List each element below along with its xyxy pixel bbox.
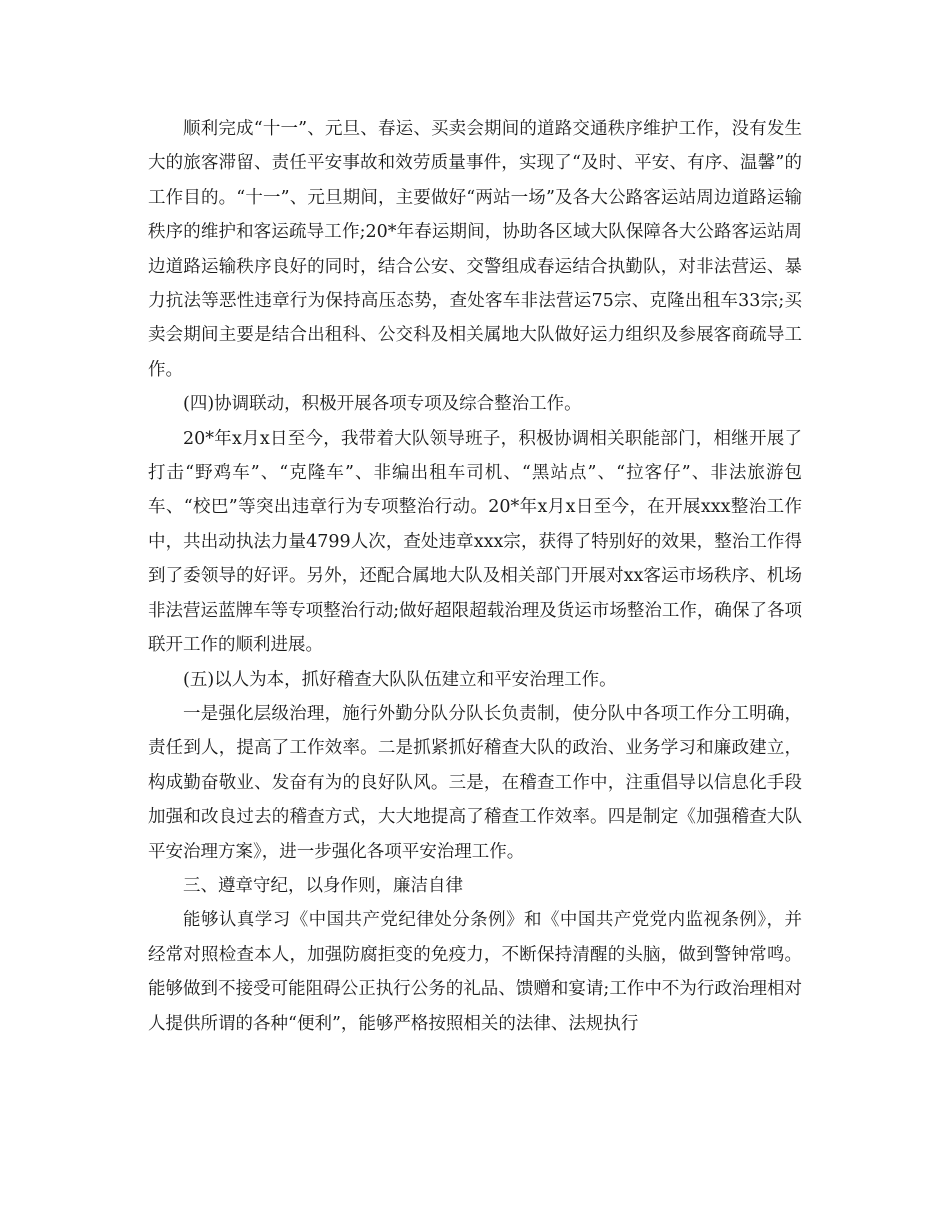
paragraph-1: 顺利完成“十一”、元旦、春运、买卖会期间的道路交通秩序维护工作，没有发生大的旅客滞留、责任平安事故和效劳质量事件，实现了“及时、平安、有序、温馨”的工作目的。“十一”、元旦期间，主要做好“两站一场”及各大公路客运站周边道路运输秩序的维护和客运疏导工作;20*年春运期间，协助各区域大队保障各大公路客运站周边道路运输秩序良好的同时，结合公安、交警组成春运结合执勤队，对非法营运、暴力抗法等恶性违章行为保持高压态势，查处客车非法营运75宗、克隆出租车33宗;买卖会期间主要是结合出租科、公交科及相关属地大队做好运力组织及参展客商疏导工作。	[148, 119, 802, 380]
paragraph-6-heading: 三、遵章守纪，以身作则，廉洁自律	[183, 875, 463, 896]
document-body	[148, 112, 802, 1041]
paragraph-5: 一是强化层级治理，施行外勤分队分队长负责制，使分队中各项工作分工明确，责任到人，提高了工作效率。二是抓紧抓好稽查大队的政治、业务学习和廉政建立，构成勤奋敬业、发奋有为的良好队风。三是，在稽查工作中，注重倡导以信息化手段加强和改良过去的稽查方式，大大地提高了稽查工作效率。四是制定《加强稽查大队平安治理方案》，进一步强化各项平安治理工作。	[148, 703, 802, 862]
paragraph-3: 20*年x月x日至今，我带着大队领导班子，积极协调相关职能部门，相继开展了打击“野鸡车”、“克隆车”、非编出租车司机、“黑站点”、“拉客仔”、非法旅游包车、“校巴”等突出违章行为专项整治行动。20*年x月x日至今，在开展xxx整治工作中，共出动执法力量4799人次，查处违章xxx宗，获得了特别好的效果，整治工作得到了委领导的好评。另外，还配合属地大队及相关部门开展对xx客运市场秩序、机场非法营运蓝牌车等专项整治行动;做好超限超载治理及货运市场整治工作，确保了各项联开工作的顺利进展。	[148, 428, 802, 656]
paragraph-7: 能够认真学习《中国共产党纪律处分条例》和《中国共产党党内监视条例》，并经常对照检查本人，加强防腐拒变的免疫力，不断保持清醒的头脑，做到警钟常鸣。能够做到不接受可能阻碍公正执行公务的礼品、馈赠和宴请;工作中不为行政治理相对人提供所谓的各种“便利”，能够严格按照相关的法律、法规执行	[148, 910, 802, 1034]
paragraph-4-heading: (五)以人为本，抓好稽查大队队伍建立和平安治理工作。	[183, 669, 617, 690]
paragraph-2-heading: (四)协调联动，积极开展各项专项及综合整治工作。	[183, 394, 582, 415]
